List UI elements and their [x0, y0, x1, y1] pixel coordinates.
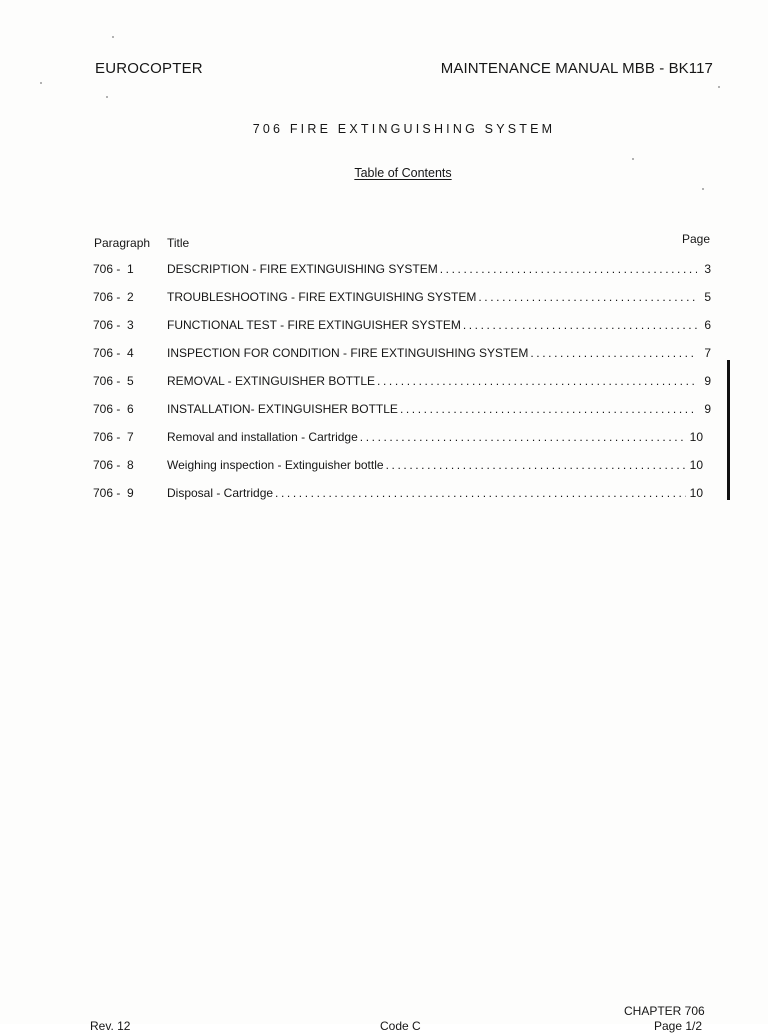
toc-entry-title: INSTALLATION- EXTINGUISHER BOTTLE	[167, 402, 398, 416]
dot-leader	[440, 262, 697, 276]
dot-leader	[463, 318, 697, 332]
toc-entry-title: Disposal - Cartridge	[167, 486, 274, 500]
scan-speck	[40, 82, 42, 84]
dot-leader	[360, 430, 686, 444]
toc-row	[93, 346, 711, 374]
toc-entry-title: Weighing inspection - Extinguisher bottle	[167, 458, 384, 472]
toc-row	[93, 486, 711, 514]
toc-row	[93, 290, 711, 318]
toc-entry-title: INSPECTION FOR CONDITION - FIRE EXTINGUISHING SYSTEM	[167, 346, 529, 360]
dot-leader	[400, 402, 697, 416]
toc-paragraph-number: 706 - 7	[93, 430, 134, 444]
toc-heading: Table of Contents	[354, 166, 452, 180]
toc-entry-title: FUNCTIONAL TEST - FIRE EXTINGUISHER SYSTEM	[167, 318, 461, 332]
chapter-title: 706 FIRE EXTINGUISHING SYSTEM	[252, 122, 556, 136]
dot-leader	[275, 486, 686, 500]
toc-entry	[167, 486, 711, 500]
toc-entry	[167, 290, 711, 304]
footer-chapter: CHAPTER 706	[624, 1004, 705, 1018]
toc-entry	[167, 262, 711, 276]
toc-row	[93, 262, 711, 290]
toc-entry-title: Removal and installation - Cartridge	[167, 430, 358, 444]
scan-speck	[106, 96, 108, 98]
column-header-title: Title	[167, 236, 190, 250]
toc-row	[93, 402, 711, 430]
toc-paragraph-number: 706 - 3	[93, 318, 134, 332]
scan-speck	[112, 36, 114, 38]
dot-leader	[530, 346, 697, 360]
toc-page-number: 3	[704, 262, 711, 276]
toc-entry	[167, 402, 711, 416]
toc-entry	[167, 430, 711, 444]
page-header	[95, 60, 713, 77]
toc-page-number: 9	[704, 402, 711, 416]
toc-entry-title: DESCRIPTION - FIRE EXTINGUISHING SYSTEM	[167, 262, 438, 276]
toc-entry	[167, 374, 711, 388]
toc-page-number: 5	[704, 290, 711, 304]
footer-code: Code C	[380, 1019, 421, 1033]
manual-title: MAINTENANCE MANUAL MBB - BK117	[440, 60, 713, 77]
dot-leader	[386, 458, 686, 472]
toc-entry-title: REMOVAL - EXTINGUISHER BOTTLE	[167, 374, 376, 388]
toc-page-number: 10	[689, 458, 703, 472]
toc-row	[93, 374, 711, 402]
toc-entry-title: TROUBLESHOOTING - FIRE EXTINGUISHING SYSTEM	[167, 290, 477, 304]
toc-paragraph-number: 706 - 5	[93, 374, 134, 388]
footer-page-number: Page 1/2	[654, 1019, 703, 1033]
toc-row	[93, 458, 711, 486]
toc-entry	[167, 458, 711, 472]
toc-entry	[167, 318, 711, 332]
scan-speck	[632, 158, 634, 160]
toc-row	[93, 318, 711, 346]
dot-leader	[377, 374, 697, 388]
toc-page-number: 6	[704, 318, 711, 332]
toc-paragraph-number: 706 - 8	[93, 458, 134, 472]
column-header-paragraph: Paragraph	[94, 236, 151, 250]
toc-paragraph-number: 706 - 2	[93, 290, 134, 304]
toc-entry	[167, 346, 711, 360]
toc-page-number: 10	[689, 430, 703, 444]
toc-page-number: 7	[704, 346, 711, 360]
column-header-page: Page	[681, 232, 710, 246]
toc-page-number: 9	[704, 374, 711, 388]
toc-row	[93, 430, 711, 458]
toc-column-headers	[94, 232, 710, 252]
toc-paragraph-number: 706 - 1	[93, 262, 134, 276]
toc-paragraph-number: 706 - 9	[93, 486, 134, 500]
scan-speck	[718, 86, 720, 88]
company-name: EUROCOPTER	[95, 60, 203, 77]
revision-change-bar	[727, 360, 730, 500]
toc-list	[93, 262, 711, 514]
dot-leader	[478, 290, 697, 304]
scan-speck	[702, 188, 704, 190]
footer-revision: Rev. 12	[90, 1019, 131, 1033]
toc-paragraph-number: 706 - 4	[93, 346, 134, 360]
toc-page-number: 10	[689, 486, 703, 500]
toc-paragraph-number: 706 - 6	[93, 402, 134, 416]
